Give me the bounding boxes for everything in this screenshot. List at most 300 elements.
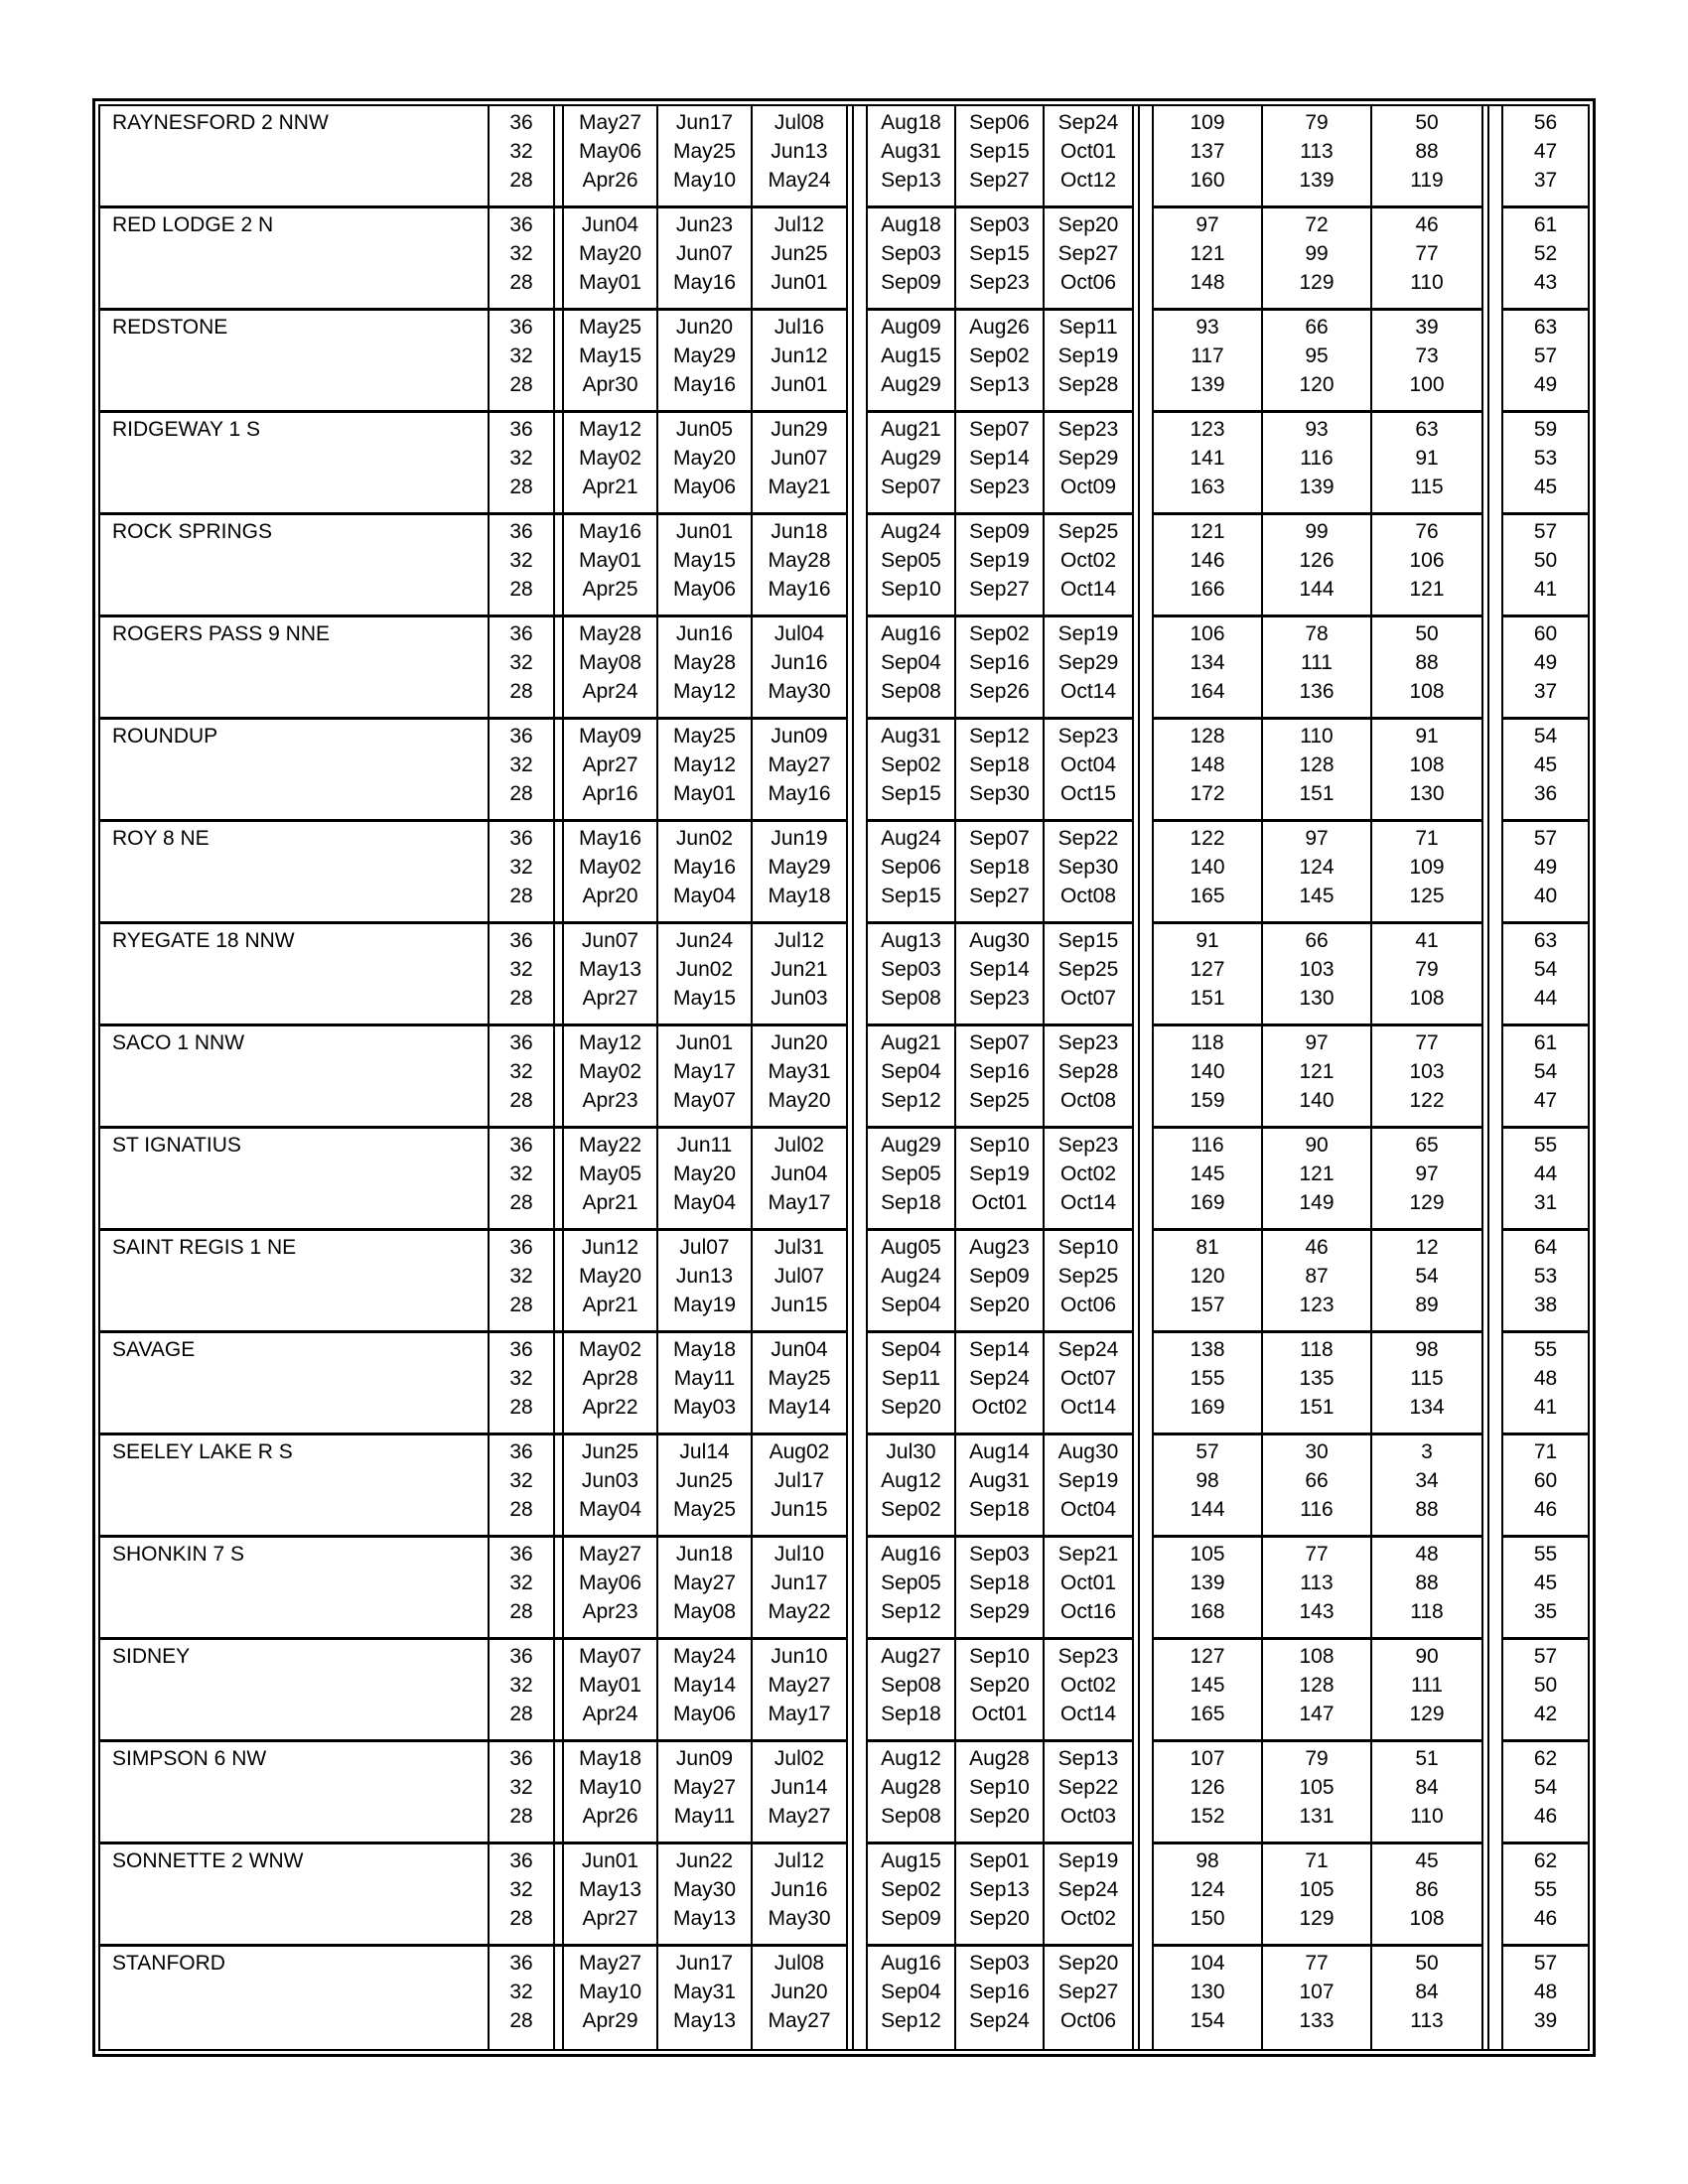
interval-column-1 xyxy=(1154,1947,1263,2049)
date-value: Aug29 xyxy=(881,1134,941,1157)
date-value: May25 xyxy=(672,725,737,748)
date-value: Sep28 xyxy=(1057,1060,1119,1083)
station-spring-group xyxy=(100,413,848,515)
interval-column-3 xyxy=(1372,311,1481,410)
spring-date-column-1 xyxy=(564,1333,658,1433)
table-body xyxy=(98,104,1590,2051)
interval-value: 130 xyxy=(1299,987,1335,1010)
interval-column-3 xyxy=(1372,1129,1481,1228)
interval-column-3 xyxy=(1372,1333,1481,1433)
fall-date-column-1 xyxy=(868,1844,956,1944)
station-interval-group xyxy=(1152,208,1483,311)
double-rule-divider xyxy=(555,1435,564,1535)
date-value: Jul07 xyxy=(679,1236,730,1259)
group-divider xyxy=(1483,208,1501,311)
fall-date-column-3 xyxy=(1045,1435,1132,1535)
date-value: Sep03 xyxy=(969,213,1030,236)
interval-value: 134 xyxy=(1409,1396,1445,1419)
spring-date-column-2 xyxy=(658,1742,753,1842)
station-fall-group xyxy=(866,208,1134,311)
interval-column-2 xyxy=(1263,1538,1372,1637)
station-interval-group xyxy=(1152,1026,1483,1129)
interval-column-3 xyxy=(1372,1947,1481,2049)
date-value: Aug15 xyxy=(881,1849,941,1872)
date-value: Sep13 xyxy=(881,169,941,192)
fall-date-column-2 xyxy=(956,311,1045,410)
last-value-column xyxy=(1503,515,1588,614)
interval-value: 128 xyxy=(1299,753,1335,776)
interval-column-3 xyxy=(1372,1026,1481,1126)
date-value: Jun03 xyxy=(581,1469,639,1492)
date-value: Sep15 xyxy=(881,782,941,805)
double-rule-divider xyxy=(555,515,564,614)
date-value: Jun01 xyxy=(771,373,828,396)
interval-value: 145 xyxy=(1190,1674,1225,1697)
date-value: May30 xyxy=(768,680,831,703)
interval-value: 90 xyxy=(1305,1134,1329,1157)
station-interval-group xyxy=(1152,413,1483,515)
threshold-value: 36 xyxy=(509,520,533,543)
threshold-value: 28 xyxy=(509,169,533,192)
station-row xyxy=(100,1129,1588,1231)
interval-column-1 xyxy=(1154,822,1263,921)
date-value: Sep27 xyxy=(969,578,1030,601)
interval-value: 147 xyxy=(1299,1703,1335,1725)
date-value: Apr21 xyxy=(582,1191,638,1214)
date-value: Sep08 xyxy=(881,1805,941,1828)
station-fall-group xyxy=(866,1026,1134,1129)
date-value: May24 xyxy=(672,1645,737,1668)
date-value: Jun18 xyxy=(771,520,828,543)
interval-column-2 xyxy=(1263,924,1372,1024)
interval-value: 123 xyxy=(1190,418,1225,441)
fall-date-column-1 xyxy=(868,822,956,921)
threshold-column xyxy=(490,822,555,921)
station-spring-group xyxy=(100,1538,848,1640)
threshold-value: 32 xyxy=(509,1060,533,1083)
group-divider xyxy=(1483,1435,1501,1538)
date-value: Sep18 xyxy=(969,1498,1030,1521)
date-value: Sep19 xyxy=(1057,1849,1119,1872)
date-value: May02 xyxy=(578,1338,642,1361)
date-value: May01 xyxy=(578,271,642,294)
threshold-column xyxy=(490,617,555,717)
interval-column-3 xyxy=(1372,1844,1481,1944)
group-divider xyxy=(1134,106,1152,208)
interval-column-1 xyxy=(1154,311,1263,410)
date-value: May16 xyxy=(578,827,642,850)
date-value: Sep15 xyxy=(969,242,1030,265)
interval-value: 137 xyxy=(1190,140,1225,163)
interval-value: 131 xyxy=(1299,1805,1335,1828)
interval-value: 118 xyxy=(1300,1338,1334,1361)
threshold-value: 28 xyxy=(509,1600,533,1623)
fall-date-column-3 xyxy=(1045,1844,1132,1944)
station-spring-group xyxy=(100,1333,848,1435)
date-value: May27 xyxy=(578,1543,642,1566)
interval-value: 106 xyxy=(1190,622,1225,645)
fall-date-column-1 xyxy=(868,924,956,1024)
date-value: Apr21 xyxy=(582,476,638,498)
date-value: Oct06 xyxy=(1059,2009,1117,2032)
date-value: May06 xyxy=(672,578,737,601)
date-value: Sep20 xyxy=(1057,213,1119,236)
date-value: Jun20 xyxy=(771,1980,828,2003)
station-fall-group xyxy=(866,924,1134,1026)
last-value: 42 xyxy=(1533,1703,1558,1725)
spring-date-column-3 xyxy=(753,1538,846,1637)
last-value: 38 xyxy=(1533,1294,1558,1316)
interval-value: 126 xyxy=(1190,1776,1225,1799)
date-value: Sep27 xyxy=(1057,242,1119,265)
spring-date-column-3 xyxy=(753,1333,846,1433)
interval-value: 165 xyxy=(1190,885,1225,907)
date-value: Jun03 xyxy=(771,987,828,1010)
threshold-value: 28 xyxy=(509,1294,533,1316)
interval-value: 30 xyxy=(1305,1440,1329,1463)
interval-value: 107 xyxy=(1190,1747,1225,1770)
station-interval-group xyxy=(1152,924,1483,1026)
date-value: May15 xyxy=(672,549,737,572)
station-spring-group xyxy=(100,1231,848,1333)
station-last-group xyxy=(1501,1129,1588,1231)
last-value: 44 xyxy=(1533,1162,1558,1185)
interval-value: 109 xyxy=(1190,111,1225,134)
interval-column-3 xyxy=(1372,720,1481,819)
interval-value: 151 xyxy=(1299,1396,1335,1419)
date-value: Sep18 xyxy=(969,753,1030,776)
interval-value: 126 xyxy=(1299,549,1335,572)
threshold-value: 36 xyxy=(509,1849,533,1872)
last-value-column xyxy=(1503,208,1588,308)
date-value: May02 xyxy=(578,447,642,470)
date-value: Aug16 xyxy=(881,622,941,645)
last-value: 45 xyxy=(1533,753,1558,776)
threshold-value: 32 xyxy=(509,242,533,265)
date-value: Apr26 xyxy=(582,1805,638,1828)
date-value: Sep23 xyxy=(1057,1134,1119,1157)
date-value: Aug09 xyxy=(881,316,941,339)
station-spring-group xyxy=(100,1129,848,1231)
spring-date-column-2 xyxy=(658,1844,753,1944)
threshold-value: 36 xyxy=(509,1747,533,1770)
date-value: Jun07 xyxy=(581,929,639,952)
interval-value: 140 xyxy=(1299,1089,1335,1112)
interval-value: 81 xyxy=(1196,1236,1219,1259)
station-interval-group xyxy=(1152,1742,1483,1844)
date-value: May07 xyxy=(578,1645,642,1668)
interval-value: 66 xyxy=(1305,929,1329,952)
group-divider xyxy=(848,1538,866,1640)
interval-column-1 xyxy=(1154,924,1263,1024)
interval-value: 71 xyxy=(1305,1849,1329,1872)
date-value: Apr21 xyxy=(582,1294,638,1316)
threshold-value: 32 xyxy=(509,1265,533,1288)
date-value: Apr23 xyxy=(582,1600,638,1623)
spring-date-column-1 xyxy=(564,208,658,308)
fall-date-column-1 xyxy=(868,1129,956,1228)
date-value: Jul16 xyxy=(774,316,825,339)
station-interval-group xyxy=(1152,1640,1483,1742)
interval-column-2 xyxy=(1263,413,1372,512)
last-value: 45 xyxy=(1533,476,1558,498)
threshold-value: 36 xyxy=(509,418,533,441)
last-value: 37 xyxy=(1533,680,1558,703)
threshold-column xyxy=(490,1947,555,2049)
last-value-column xyxy=(1503,413,1588,512)
station-row xyxy=(100,1026,1588,1129)
last-value-column xyxy=(1503,1538,1588,1637)
date-value: Oct01 xyxy=(1059,1571,1117,1594)
group-divider xyxy=(1134,1538,1152,1640)
interval-value: 106 xyxy=(1409,549,1445,572)
date-value: Jun17 xyxy=(675,1952,734,1975)
group-divider xyxy=(1134,1742,1152,1844)
station-interval-group xyxy=(1152,1947,1483,2049)
interval-column-2 xyxy=(1263,1026,1372,1126)
group-divider xyxy=(848,1333,866,1435)
last-value: 57 xyxy=(1533,520,1558,543)
date-value: May04 xyxy=(578,1498,642,1521)
spring-date-column-2 xyxy=(658,1231,753,1330)
fall-date-column-1 xyxy=(868,106,956,205)
last-value-column xyxy=(1503,106,1588,205)
group-divider xyxy=(1134,822,1152,924)
group-divider xyxy=(848,515,866,617)
fall-date-column-3 xyxy=(1045,1333,1132,1433)
spring-date-column-1 xyxy=(564,617,658,717)
date-value: Sep24 xyxy=(1057,1878,1119,1901)
last-value: 44 xyxy=(1533,987,1558,1010)
threshold-value: 32 xyxy=(509,856,533,879)
date-value: May30 xyxy=(768,1907,831,1930)
station-interval-group xyxy=(1152,617,1483,720)
interval-column-1 xyxy=(1154,1538,1263,1637)
spring-date-column-2 xyxy=(658,1435,753,1535)
date-value: Sep20 xyxy=(969,1907,1030,1930)
date-value: Aug12 xyxy=(881,1747,941,1770)
group-divider xyxy=(1134,1844,1152,1947)
interval-value: 66 xyxy=(1305,316,1329,339)
date-value: Sep14 xyxy=(969,958,1030,981)
last-value: 45 xyxy=(1533,1571,1558,1594)
date-value: Sep24 xyxy=(969,2009,1030,2032)
interval-value: 108 xyxy=(1409,1907,1445,1930)
spring-date-column-1 xyxy=(564,924,658,1024)
interval-value: 91 xyxy=(1415,725,1439,748)
date-value: Jun19 xyxy=(771,827,828,850)
date-value: Jun04 xyxy=(581,213,639,236)
date-value: Aug12 xyxy=(881,1469,941,1492)
threshold-value: 36 xyxy=(509,1952,533,1975)
threshold-value: 28 xyxy=(509,1498,533,1521)
date-value: Oct07 xyxy=(1059,1367,1117,1390)
spring-date-column-1 xyxy=(564,1742,658,1842)
date-value: Sep05 xyxy=(881,1162,941,1185)
group-divider xyxy=(1134,1640,1152,1742)
date-value: Aug13 xyxy=(881,929,941,952)
last-value: 64 xyxy=(1533,1236,1558,1259)
group-divider xyxy=(1483,617,1501,720)
date-value: Aug16 xyxy=(881,1543,941,1566)
station-fall-group xyxy=(866,1742,1134,1844)
date-value: May02 xyxy=(578,856,642,879)
interval-value: 138 xyxy=(1190,1338,1225,1361)
date-value: Sep08 xyxy=(881,987,941,1010)
threshold-value: 28 xyxy=(509,373,533,396)
interval-column-2 xyxy=(1263,1333,1372,1433)
station-name: RIDGEWAY 1 S xyxy=(100,413,490,512)
group-divider xyxy=(1483,1538,1501,1640)
spring-date-column-2 xyxy=(658,924,753,1024)
interval-value: 84 xyxy=(1415,1776,1439,1799)
date-value: Jun20 xyxy=(771,1031,828,1054)
spring-date-column-2 xyxy=(658,1333,753,1433)
station-fall-group xyxy=(866,822,1134,924)
station-fall-group xyxy=(866,413,1134,515)
fall-date-column-2 xyxy=(956,106,1045,205)
interval-value: 140 xyxy=(1190,1060,1225,1083)
last-value: 53 xyxy=(1533,447,1558,470)
last-value: 43 xyxy=(1533,271,1558,294)
interval-value: 148 xyxy=(1190,753,1225,776)
date-value: Jun01 xyxy=(581,1849,639,1872)
interval-value: 129 xyxy=(1409,1703,1445,1725)
date-value: Oct02 xyxy=(1059,1674,1117,1697)
interval-column-1 xyxy=(1154,1026,1263,1126)
station-last-group xyxy=(1501,1742,1588,1844)
interval-value: 121 xyxy=(1299,1162,1335,1185)
fall-date-column-3 xyxy=(1045,720,1132,819)
interval-value: 120 xyxy=(1190,1265,1225,1288)
threshold-value: 32 xyxy=(509,549,533,572)
date-value: Oct01 xyxy=(971,1191,1028,1214)
date-value: Sep19 xyxy=(1057,1469,1119,1492)
last-value-column xyxy=(1503,1435,1588,1535)
last-value: 47 xyxy=(1533,1089,1558,1112)
date-value: May28 xyxy=(578,622,642,645)
last-value: 52 xyxy=(1533,242,1558,265)
spring-date-column-2 xyxy=(658,1947,753,2049)
interval-value: 45 xyxy=(1415,1849,1439,1872)
group-divider xyxy=(848,1129,866,1231)
spring-date-column-1 xyxy=(564,1538,658,1637)
interval-value: 128 xyxy=(1299,1674,1335,1697)
date-value: Jun25 xyxy=(771,242,828,265)
group-divider xyxy=(1483,413,1501,515)
group-divider xyxy=(848,617,866,720)
interval-column-3 xyxy=(1372,617,1481,717)
last-value-column xyxy=(1503,1129,1588,1228)
date-value: Jun09 xyxy=(771,725,828,748)
date-value: Jun12 xyxy=(771,344,828,367)
date-value: Oct01 xyxy=(1059,140,1117,163)
date-value: Sep02 xyxy=(881,753,941,776)
interval-value: 151 xyxy=(1190,987,1225,1010)
interval-column-1 xyxy=(1154,720,1263,819)
last-value-column xyxy=(1503,1333,1588,1433)
date-value: May25 xyxy=(672,1498,737,1521)
interval-value: 103 xyxy=(1299,958,1335,981)
date-value: Sep11 xyxy=(881,1367,941,1390)
date-value: Oct07 xyxy=(1059,987,1117,1010)
spring-date-column-3 xyxy=(753,1026,846,1126)
last-value: 54 xyxy=(1533,958,1558,981)
date-value: Sep25 xyxy=(1057,1265,1119,1288)
date-value: Jun25 xyxy=(581,1440,639,1463)
group-divider xyxy=(1483,1129,1501,1231)
threshold-value: 32 xyxy=(509,753,533,776)
station-interval-group xyxy=(1152,1231,1483,1333)
date-value: Jun24 xyxy=(675,929,734,952)
date-value: May14 xyxy=(768,1396,831,1419)
station-fall-group xyxy=(866,1640,1134,1742)
date-value: Sep09 xyxy=(969,1265,1030,1288)
fall-date-column-3 xyxy=(1045,1538,1132,1637)
station-spring-group xyxy=(100,515,848,617)
date-value: Sep19 xyxy=(969,549,1030,572)
spring-date-column-1 xyxy=(564,1026,658,1126)
station-row xyxy=(100,617,1588,720)
date-value: Apr27 xyxy=(582,1907,638,1930)
last-value: 57 xyxy=(1533,1952,1558,1975)
fall-date-column-2 xyxy=(956,413,1045,512)
station-fall-group xyxy=(866,1129,1134,1231)
station-interval-group xyxy=(1152,1538,1483,1640)
date-value: Sep10 xyxy=(1057,1236,1119,1259)
last-value: 61 xyxy=(1533,213,1558,236)
last-value: 46 xyxy=(1533,1498,1558,1521)
group-divider xyxy=(1483,1844,1501,1947)
interval-value: 73 xyxy=(1415,344,1439,367)
threshold-value: 28 xyxy=(509,885,533,907)
date-value: Apr26 xyxy=(582,169,638,192)
fall-date-column-1 xyxy=(868,208,956,308)
date-value: Jun15 xyxy=(771,1294,828,1316)
date-value: Sep08 xyxy=(881,680,941,703)
date-value: Jun29 xyxy=(771,418,828,441)
last-value-column xyxy=(1503,1640,1588,1739)
interval-value: 116 xyxy=(1300,447,1334,470)
threshold-value: 32 xyxy=(509,140,533,163)
date-value: Jun17 xyxy=(771,1571,828,1594)
date-value: Sep06 xyxy=(881,856,941,879)
interval-value: 124 xyxy=(1190,1878,1225,1901)
date-value: Sep07 xyxy=(969,418,1030,441)
threshold-value: 28 xyxy=(509,680,533,703)
fall-date-column-2 xyxy=(956,924,1045,1024)
station-name: RAYNESFORD 2 NNW xyxy=(100,106,490,205)
date-value: Oct08 xyxy=(1059,1089,1117,1112)
date-value: Sep30 xyxy=(969,782,1030,805)
station-interval-group xyxy=(1152,106,1483,208)
date-value: May16 xyxy=(672,271,737,294)
interval-value: 105 xyxy=(1190,1543,1225,1566)
last-value: 41 xyxy=(1533,578,1558,601)
interval-value: 168 xyxy=(1190,1600,1225,1623)
date-value: Sep24 xyxy=(1057,1338,1119,1361)
station-row xyxy=(100,311,1588,413)
spring-date-column-3 xyxy=(753,208,846,308)
freeze-data-table-frame xyxy=(92,98,1596,2057)
date-value: Apr23 xyxy=(582,1089,638,1112)
station-fall-group xyxy=(866,106,1134,208)
last-value: 56 xyxy=(1533,111,1558,134)
date-value: Oct04 xyxy=(1059,753,1117,776)
interval-value: 98 xyxy=(1196,1849,1219,1872)
interval-value: 93 xyxy=(1196,316,1219,339)
interval-value: 118 xyxy=(1191,1031,1224,1054)
